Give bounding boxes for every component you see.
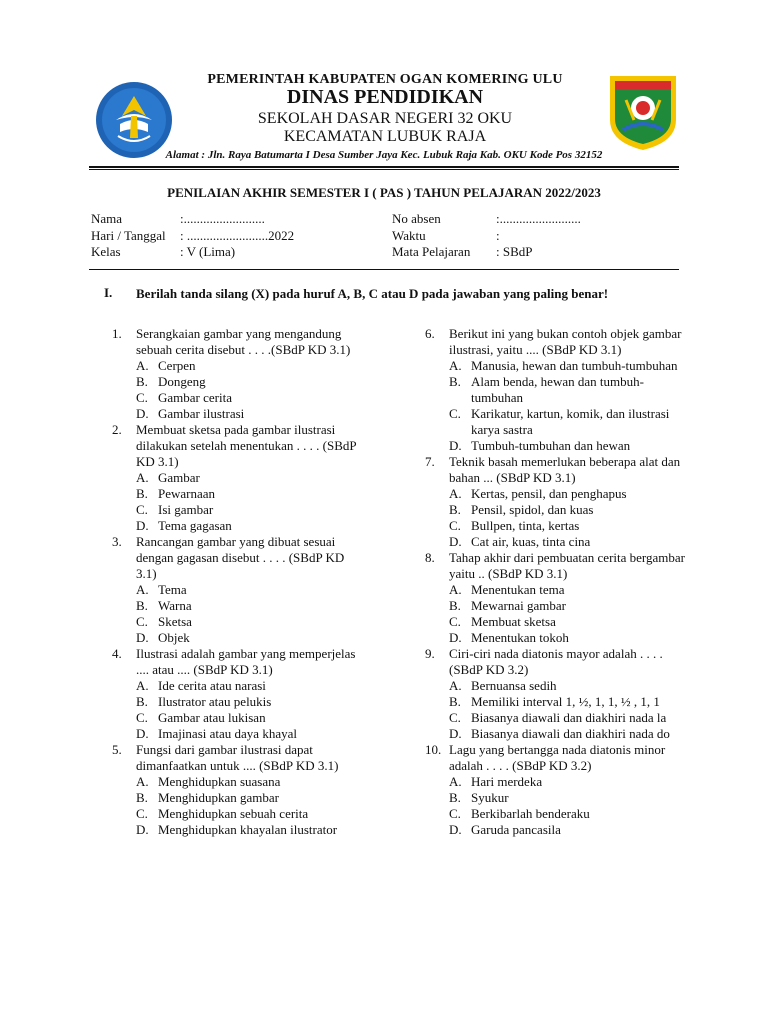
district-name: KECAMATAN LUBUK RAJA: [283, 128, 487, 145]
section-number: I.: [104, 285, 113, 300]
answer-option[interactable]: [425, 358, 685, 374]
header-divider-thin: [89, 169, 679, 170]
school-address: Alamat : Jln. Raya Batumarta I Desa Sumber Jaya Kec. Lubuk Raja Kab. OKU Kode Pos 32152: [165, 149, 603, 161]
answer-option[interactable]: [425, 726, 685, 742]
answer-option[interactable]: [112, 678, 362, 694]
option-letter: A.: [136, 678, 149, 693]
question-number: 5.: [112, 742, 122, 757]
waktu-label: Waktu: [392, 228, 426, 243]
question-text: Tahap akhir dari pembuatan cerita bergambar yaitu .. (SBdP KD 3.1): [449, 550, 685, 581]
answer-option[interactable]: [112, 630, 362, 646]
option-text: Membuat sketsa: [471, 614, 556, 629]
option-letter: A.: [136, 470, 149, 485]
identity-divider: [89, 269, 679, 270]
option-letter: A.: [449, 774, 462, 789]
option-text: Bullpen, tinta, kertas: [471, 518, 580, 533]
option-text: Biasanya diawali dan diakhiri nada do: [471, 726, 670, 741]
option-letter: D.: [136, 726, 149, 741]
option-letter: D.: [136, 406, 149, 421]
option-text: Sketsa: [158, 614, 192, 629]
answer-option[interactable]: [425, 582, 685, 598]
option-text: Karikatur, kartun, komik, dan ilustrasi karya sastra: [471, 406, 670, 437]
answer-option[interactable]: [425, 598, 685, 614]
option-letter: D.: [449, 822, 462, 837]
option-text: Alam benda, hewan dan tumbuh-tumbuhan: [471, 374, 644, 405]
question-number: 3.: [112, 534, 122, 549]
nama-label: Nama: [91, 211, 123, 226]
option-text: Menghidupkan suasana: [158, 774, 281, 789]
tut-wuri-handayani-logo: [94, 80, 174, 160]
option-letter: B.: [136, 694, 148, 709]
option-text: Ide cerita atau narasi: [158, 678, 266, 693]
questions-column-left: [112, 326, 362, 838]
option-text: Isi gambar: [158, 502, 214, 517]
option-text: Menentukan tema: [471, 582, 565, 597]
option-letter: D.: [449, 630, 462, 645]
question-number: 4.: [112, 646, 122, 661]
answer-option[interactable]: [425, 486, 685, 502]
question-item: [112, 534, 362, 582]
answer-option[interactable]: [425, 822, 685, 838]
option-text: Biasanya diawali dan diakhiri nada la: [471, 710, 667, 725]
option-letter: C.: [449, 518, 461, 533]
option-text: Syukur: [471, 790, 509, 805]
answer-option[interactable]: [112, 774, 362, 790]
mata-pelajaran-label: Mata Pelajaran: [392, 244, 471, 259]
question-item: [112, 326, 362, 358]
answer-option[interactable]: [112, 486, 362, 502]
no-absen-field[interactable]: :.........................: [496, 211, 581, 226]
option-letter: B.: [136, 374, 148, 389]
answer-option[interactable]: [112, 614, 362, 630]
option-text: Gambar ilustrasi: [158, 406, 245, 421]
question-number: 10.: [425, 742, 442, 757]
option-letter: B.: [449, 790, 461, 805]
question-item: [112, 646, 362, 678]
option-letter: C.: [136, 390, 148, 405]
header-divider: [89, 166, 679, 168]
option-letter: A.: [449, 582, 462, 597]
option-text: Tema: [158, 582, 187, 597]
option-letter: B.: [136, 790, 148, 805]
answer-option[interactable]: [112, 502, 362, 518]
answer-option[interactable]: [112, 406, 362, 422]
school-name: SEKOLAH DASAR NEGERI 32 OKU: [257, 110, 513, 127]
answer-option[interactable]: [425, 806, 685, 822]
question-item: [425, 550, 685, 582]
option-text: Menentukan tokoh: [471, 630, 569, 645]
option-letter: C.: [136, 806, 148, 821]
answer-option[interactable]: [112, 790, 362, 806]
question-item: [425, 454, 685, 486]
option-letter: D.: [136, 822, 149, 837]
answer-option[interactable]: [425, 438, 685, 454]
option-text: Cat air, kuas, tinta cina: [471, 534, 591, 549]
option-letter: B.: [449, 374, 461, 389]
option-text: Ilustrator atau pelukis: [158, 694, 272, 709]
option-letter: C.: [136, 614, 148, 629]
option-letter: C.: [136, 502, 148, 517]
question-text: Rancangan gambar yang dibuat sesuai dengan gagasan disebut . . . . (SBdP KD 3.1): [136, 534, 345, 581]
option-letter: A.: [449, 486, 462, 501]
option-letter: C.: [136, 710, 148, 725]
option-letter: D.: [136, 630, 149, 645]
question-item: [425, 326, 685, 358]
option-letter: C.: [449, 710, 461, 725]
answer-option[interactable]: [112, 598, 362, 614]
question-item: [112, 742, 362, 774]
answer-option[interactable]: [112, 470, 362, 486]
answer-option[interactable]: [112, 358, 362, 374]
question-number: 7.: [425, 454, 435, 469]
question-number: 8.: [425, 550, 435, 565]
answer-option[interactable]: [425, 374, 685, 406]
option-letter: B.: [136, 598, 148, 613]
option-text: Bernuansa sedih: [471, 678, 557, 693]
section-instruction: Berilah tanda silang (X) pada huruf A, B, C atau D pada jawaban yang paling benar!: [136, 286, 609, 301]
mata-pelajaran-value: : SBdP: [496, 244, 533, 259]
answer-option[interactable]: [425, 502, 685, 518]
option-text: Menghidupkan gambar: [158, 790, 279, 805]
option-letter: B.: [449, 694, 461, 709]
answer-option[interactable]: [112, 694, 362, 710]
answer-option[interactable]: [425, 614, 685, 630]
option-letter: B.: [449, 502, 461, 517]
option-text: Pensil, spidol, dan kuas: [471, 502, 594, 517]
option-text: Gambar cerita: [158, 390, 232, 405]
answer-option[interactable]: [425, 774, 685, 790]
answer-option[interactable]: [425, 406, 685, 438]
option-letter: D.: [449, 534, 462, 549]
option-letter: D.: [449, 726, 462, 741]
answer-option[interactable]: [425, 630, 685, 646]
option-text: Kertas, pensil, dan penghapus: [471, 486, 627, 501]
answer-option[interactable]: [112, 710, 362, 726]
agency-name: DINAS PENDIDIKAN: [286, 86, 484, 108]
answer-option[interactable]: [112, 582, 362, 598]
government-name: PEMERINTAH KABUPATEN OGAN KOMERING ULU: [207, 72, 563, 87]
option-letter: D.: [449, 438, 462, 453]
option-text: Tema gagasan: [158, 518, 232, 533]
option-letter: B.: [449, 598, 461, 613]
option-text: Cerpen: [158, 358, 196, 373]
waktu-field[interactable]: :: [496, 228, 500, 243]
question-item: [425, 646, 685, 678]
question-item: [112, 422, 362, 470]
answer-option[interactable]: [425, 678, 685, 694]
option-letter: B.: [136, 486, 148, 501]
option-letter: A.: [449, 358, 462, 373]
question-number: 2.: [112, 422, 122, 437]
exam-title: PENILAIAN AKHIR SEMESTER I ( PAS ) TAHUN PELAJARAN 2022/2023: [167, 185, 601, 200]
question-text: Membuat sketsa pada gambar ilustrasi dilakukan setelah menentukan . . . . (SBdP KD 3.1): [136, 422, 357, 469]
option-text: Imajinasi atau daya khayal: [158, 726, 297, 741]
questions-column-right: [425, 326, 685, 838]
hari-tanggal-label: Hari / Tanggal: [91, 228, 166, 243]
answer-option[interactable]: [112, 806, 362, 822]
answer-option[interactable]: [425, 518, 685, 534]
option-text: Warna: [158, 598, 192, 613]
option-letter: D.: [136, 518, 149, 533]
question-text: Berikut ini yang bukan contoh objek gambar ilustrasi, yaitu .... (SBdP KD 3.1): [449, 326, 682, 357]
option-text: Menghidupkan khayalan ilustrator: [158, 822, 338, 837]
question-number: 6.: [425, 326, 435, 341]
answer-option[interactable]: [112, 726, 362, 742]
kelas-value: : V (Lima): [180, 244, 236, 259]
option-letter: C.: [449, 806, 461, 821]
answer-option[interactable]: [425, 790, 685, 806]
option-text: Gambar: [158, 470, 200, 485]
option-text: Menghidupkan sebuah cerita: [158, 806, 309, 821]
question-text: Fungsi dari gambar ilustrasi dapat dimanfaatkan untuk .... (SBdP KD 3.1): [136, 742, 339, 773]
kelas-label: Kelas: [91, 244, 121, 259]
answer-option[interactable]: [425, 710, 685, 726]
question-text: Ciri-ciri nada diatonis mayor adalah . . . . (SBdP KD 3.2): [449, 646, 663, 677]
question-text: Lagu yang bertangga nada diatonis minor adalah . . . . (SBdP KD 3.2): [449, 742, 666, 773]
option-text: Mewarnai gambar: [471, 598, 566, 613]
option-letter: C.: [449, 614, 461, 629]
no-absen-label: No absen: [392, 211, 441, 226]
option-text: Dongeng: [158, 374, 206, 389]
question-text: Teknik basah memerlukan beberapa alat dan bahan ... (SBdP KD 3.1): [449, 454, 681, 485]
answer-option[interactable]: [112, 822, 362, 838]
question-item: [425, 742, 685, 774]
hari-tanggal-field[interactable]: : .........................2022: [180, 228, 295, 243]
option-text: Berkibarlah benderaku: [471, 806, 590, 821]
answer-option[interactable]: [112, 390, 362, 406]
answer-option[interactable]: [112, 374, 362, 390]
oku-regency-logo: [606, 72, 680, 152]
answer-option[interactable]: [425, 694, 685, 710]
option-text: Memiliki interval 1, ½, 1, 1, ½ , 1, 1: [471, 694, 660, 709]
answer-option[interactable]: [112, 518, 362, 534]
option-text: Objek: [158, 630, 190, 645]
option-letter: A.: [136, 774, 149, 789]
option-letter: A.: [136, 358, 149, 373]
option-text: Tumbuh-tumbuhan dan hewan: [471, 438, 631, 453]
option-text: Hari merdeka: [471, 774, 543, 789]
option-letter: C.: [449, 406, 461, 421]
answer-option[interactable]: [425, 534, 685, 550]
option-text: Gambar atau lukisan: [158, 710, 266, 725]
question-number: 1.: [112, 326, 122, 341]
option-text: Garuda pancasila: [471, 822, 561, 837]
option-text: Pewarnaan: [158, 486, 216, 501]
option-letter: A.: [449, 678, 462, 693]
question-text: Serangkaian gambar yang mengandung sebuah cerita disebut . . . .(SBdP KD 3.1): [136, 326, 351, 357]
nama-field[interactable]: :.........................: [180, 211, 265, 226]
option-text: Manusia, hewan dan tumbuh-tumbuhan: [471, 358, 678, 373]
question-number: 9.: [425, 646, 435, 661]
question-text: Ilustrasi adalah gambar yang memperjelas .... atau .... (SBdP KD 3.1): [136, 646, 356, 677]
option-letter: A.: [136, 582, 149, 597]
